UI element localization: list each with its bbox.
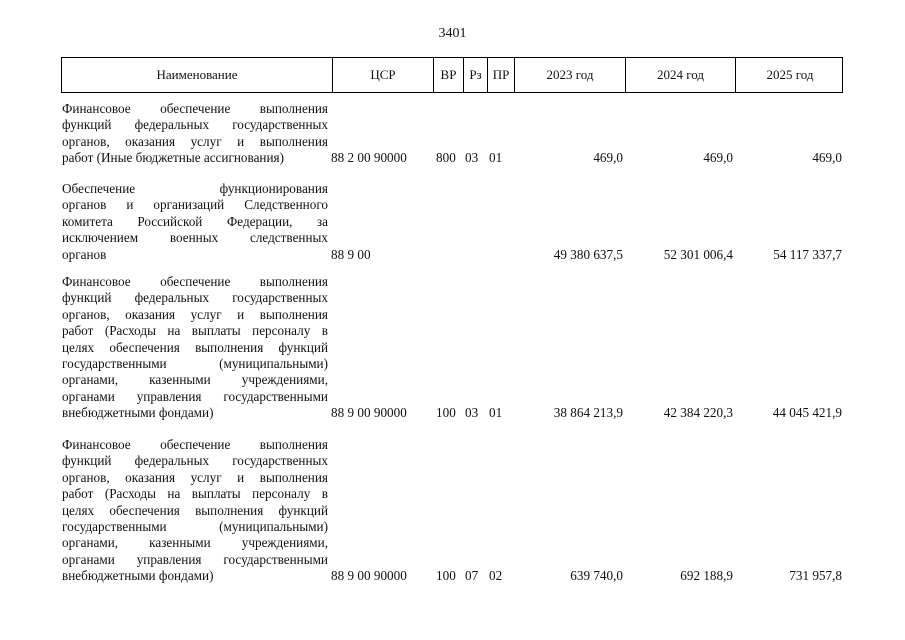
row-vr: 800 xyxy=(436,150,456,166)
row-name-line: функций федеральных государственных xyxy=(62,290,328,306)
row-name xyxy=(62,274,328,422)
row-pr: 02 xyxy=(489,568,503,584)
row-csr: 88 9 00 xyxy=(331,246,371,262)
row-name-line: государственными (муниципальными) xyxy=(62,355,328,371)
row-name-line: органов xyxy=(62,246,107,262)
row-value-2023: 49 380 637,5 xyxy=(553,246,623,262)
row-name xyxy=(62,101,328,167)
table-header xyxy=(61,57,843,93)
row-name-line: органов, оказания услуг и выполнения xyxy=(62,306,328,322)
table-row xyxy=(0,274,905,422)
header-vr: ВР xyxy=(433,58,463,92)
row-vr: 100 xyxy=(436,405,456,421)
row-name-line: органами, казенными учреждениями, xyxy=(62,535,328,551)
row-value-2024: 52 301 006,4 xyxy=(663,246,733,262)
row-name-line: Финансовое обеспечение выполнения xyxy=(62,101,328,116)
row-name-line: работ (Расходы на выплаты персоналу в xyxy=(62,323,328,339)
row-name-line: функций федеральных государственных xyxy=(62,453,328,469)
header-name: Наименование xyxy=(156,67,238,82)
row-name-line: работ (Иные бюджетные ассигнования) xyxy=(62,150,284,166)
row-pr: 01 xyxy=(489,405,503,421)
table-row xyxy=(0,181,905,263)
row-name-line: внебюджетными фондами) xyxy=(62,568,214,584)
row-name-line: работ (Расходы на выплаты персоналу в xyxy=(62,486,328,502)
row-value-2025: 54 117 337,7 xyxy=(773,246,842,262)
header-rz: Рз xyxy=(463,58,487,92)
row-name-line: целях обеспечения выполнения функций xyxy=(62,339,328,355)
row-csr: 88 2 00 90000 xyxy=(331,150,407,166)
row-name-line: органами, казенными учреждениями, xyxy=(62,372,328,388)
row-csr: 88 9 00 90000 xyxy=(331,568,407,584)
row-name-line: функций федеральных государственных xyxy=(62,117,328,133)
row-pr: 01 xyxy=(489,150,503,166)
header-2024: 2024 год xyxy=(625,58,735,92)
row-csr: 88 9 00 90000 xyxy=(331,405,407,421)
row-value-2023: 639 740,0 xyxy=(570,568,623,584)
row-name-line: целях обеспечения выполнения функций xyxy=(62,502,328,518)
row-value-2025: 469,0 xyxy=(812,150,842,166)
row-name-line: государственными (муниципальными) xyxy=(62,518,328,534)
row-rz: 03 xyxy=(465,405,479,421)
row-value-2023: 469,0 xyxy=(593,150,623,166)
header-2025: 2025 год xyxy=(735,58,844,92)
row-value-2025: 44 045 421,9 xyxy=(772,405,842,421)
row-name-line: органами управления государственными xyxy=(62,388,328,404)
row-value-2024: 692 188,9 xyxy=(680,568,733,584)
header-pr: ПР xyxy=(487,58,514,92)
row-value-2023: 38 864 213,9 xyxy=(553,405,623,421)
row-rz: 03 xyxy=(465,150,479,166)
row-vr: 100 xyxy=(436,568,456,584)
row-name-line: исключением военных следственных xyxy=(62,230,328,246)
page-number: 3401 xyxy=(438,26,467,41)
row-name-line: органов, оказания услуг и выполнения xyxy=(62,133,328,149)
table-row xyxy=(0,101,905,167)
row-rz: 07 xyxy=(465,568,479,584)
row-name-line: органов и организаций Следственного xyxy=(62,197,328,213)
row-name-line: органами управления государственными xyxy=(62,551,328,567)
row-name-line: Финансовое обеспечение выполнения xyxy=(62,274,328,289)
row-name-line: Обеспечение функционирования xyxy=(62,181,328,196)
row-name-line: Финансовое обеспечение выполнения xyxy=(62,437,328,452)
row-value-2024: 469,0 xyxy=(703,150,733,166)
row-name-line: органов, оказания услуг и выполнения xyxy=(62,469,328,485)
row-name-line: внебюджетными фондами) xyxy=(62,405,214,421)
row-name xyxy=(62,181,328,263)
row-name xyxy=(62,437,328,585)
row-name-line: комитета Российской Федерации, за xyxy=(62,213,328,229)
row-value-2025: 731 957,8 xyxy=(789,568,842,584)
header-csr: ЦСР xyxy=(332,58,433,92)
header-2023: 2023 год xyxy=(514,58,625,92)
row-value-2024: 42 384 220,3 xyxy=(663,405,733,421)
table-row xyxy=(0,437,905,585)
